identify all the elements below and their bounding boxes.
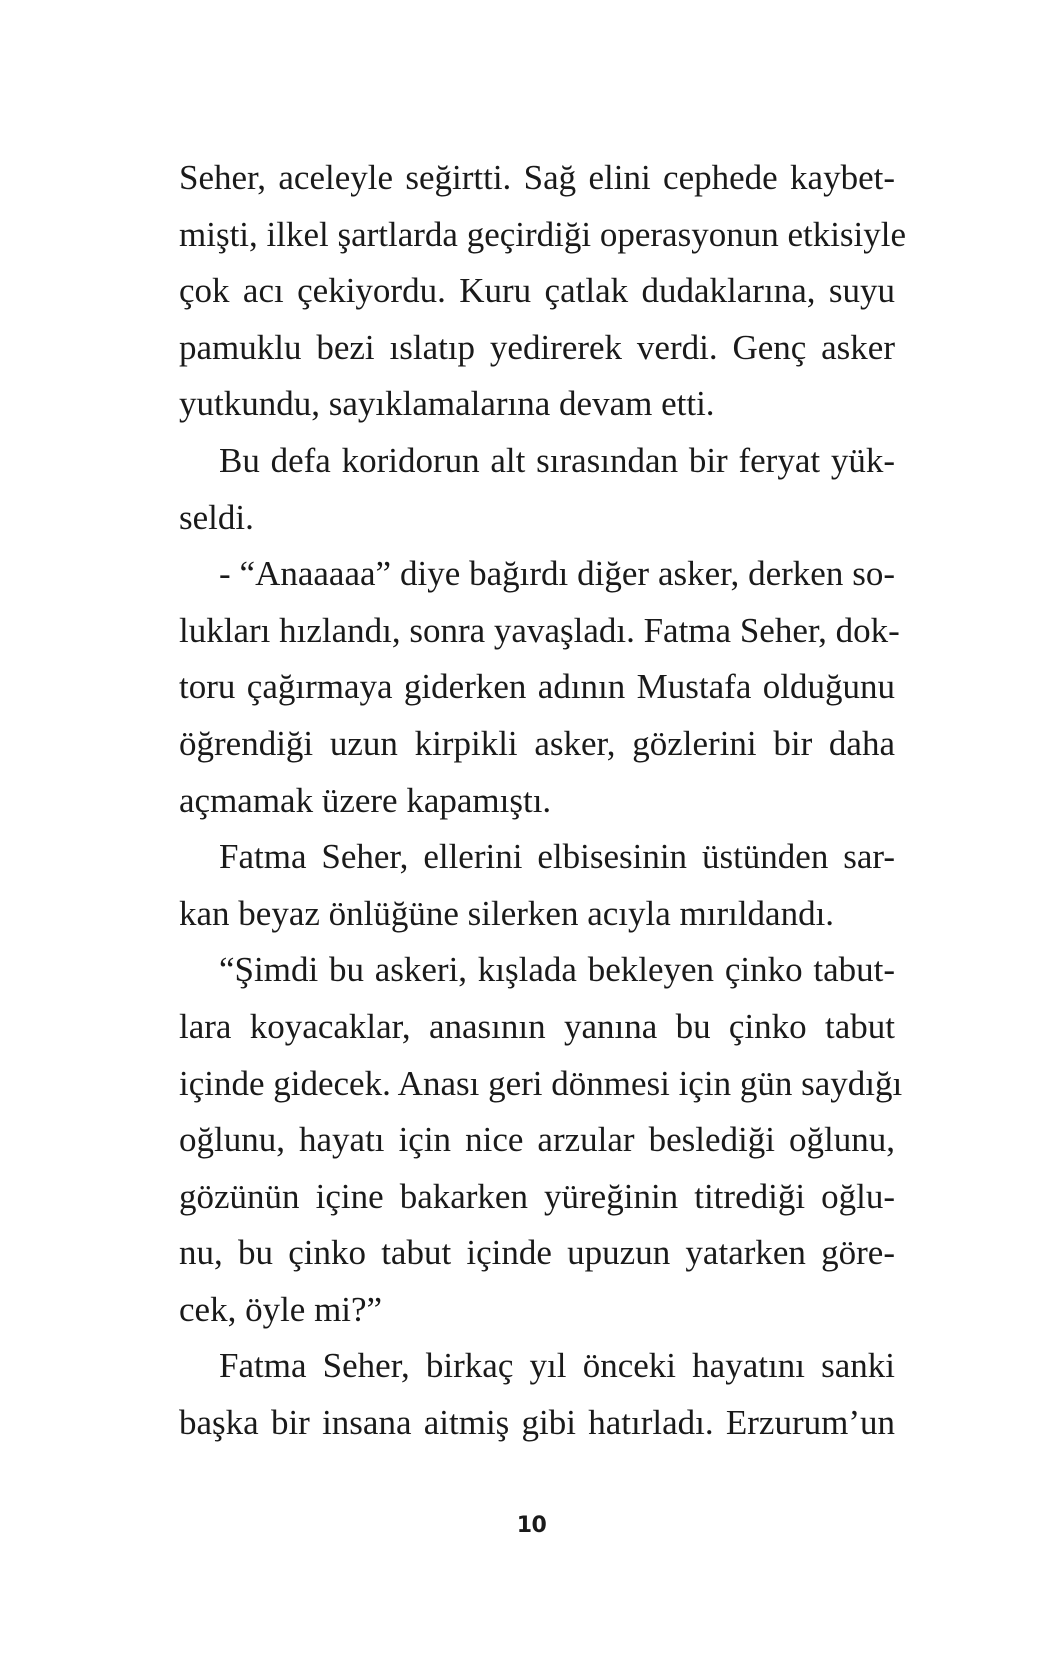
text-line: öğrendiği uzun kirpikli asker, gözlerini bir daha	[179, 723, 895, 763]
text-line: kan beyaz önlüğüne silerken acıyla mırıldandı.	[179, 893, 835, 933]
body-text	[179, 150, 907, 1452]
text-line: pamuklu bezi ıslatıp yedirerek verdi. Genç asker	[179, 327, 895, 367]
text-line: oğlunu, hayatı için nice arzular beslediği oğlunu,	[179, 1120, 895, 1160]
paragraph-start-line: “Şimdi bu askeri, kışlada bekleyen çinko tabut-	[219, 950, 895, 990]
text-line: başka bir insana aitmiş gibi hatırladı. Erzurum’un	[179, 1403, 895, 1443]
paragraph-start-line: Fatma Seher, birkaç yıl önceki hayatını sanki	[219, 1346, 895, 1386]
text-line: açmamak üzere kapamıştı.	[179, 780, 552, 820]
text-line: nu, bu çinko tabut içinde upuzun yatarken göre-	[179, 1233, 895, 1273]
text-line: çok acı çekiyordu. Kuru çatlak dudaklarına, suyu	[179, 271, 895, 311]
paragraph-start-line: Fatma Seher, ellerini elbisesinin üstünden sar-	[219, 837, 895, 877]
text-line: toru çağırmaya giderken adının Mustafa olduğunu	[179, 667, 895, 707]
text-line: seldi.	[179, 497, 254, 537]
paragraph-start-line: Bu defa koridorun alt sırasından bir feryat yük-	[219, 440, 895, 480]
text-line: cek, öyle mi?”	[179, 1289, 383, 1329]
text-line: lukları hızlandı, sonra yavaşladı. Fatma Seher, dok-	[179, 610, 900, 650]
paragraph-start-line: - “Anaaaaa” diye bağırdı diğer asker, derken so-	[219, 554, 895, 594]
text-line: yutkundu, sayıklamalarına devam etti.	[179, 384, 715, 424]
text-line: lara koyacaklar, anasının yanına bu çinko tabut	[179, 1006, 895, 1046]
text-line: içinde gidecek. Anası geri dönmesi için gün saydığı	[179, 1063, 903, 1103]
text-line: gözünün içine bakarken yüreğinin titrediği oğlu-	[179, 1176, 895, 1216]
text-line: mişti, ilkel şartlarda geçirdiği operasyonun etkisiyle	[179, 214, 907, 254]
page-number: 10	[516, 1513, 547, 1538]
text-line: Seher, aceleyle seğirtti. Sağ elini cephede kaybet-	[179, 158, 895, 197]
